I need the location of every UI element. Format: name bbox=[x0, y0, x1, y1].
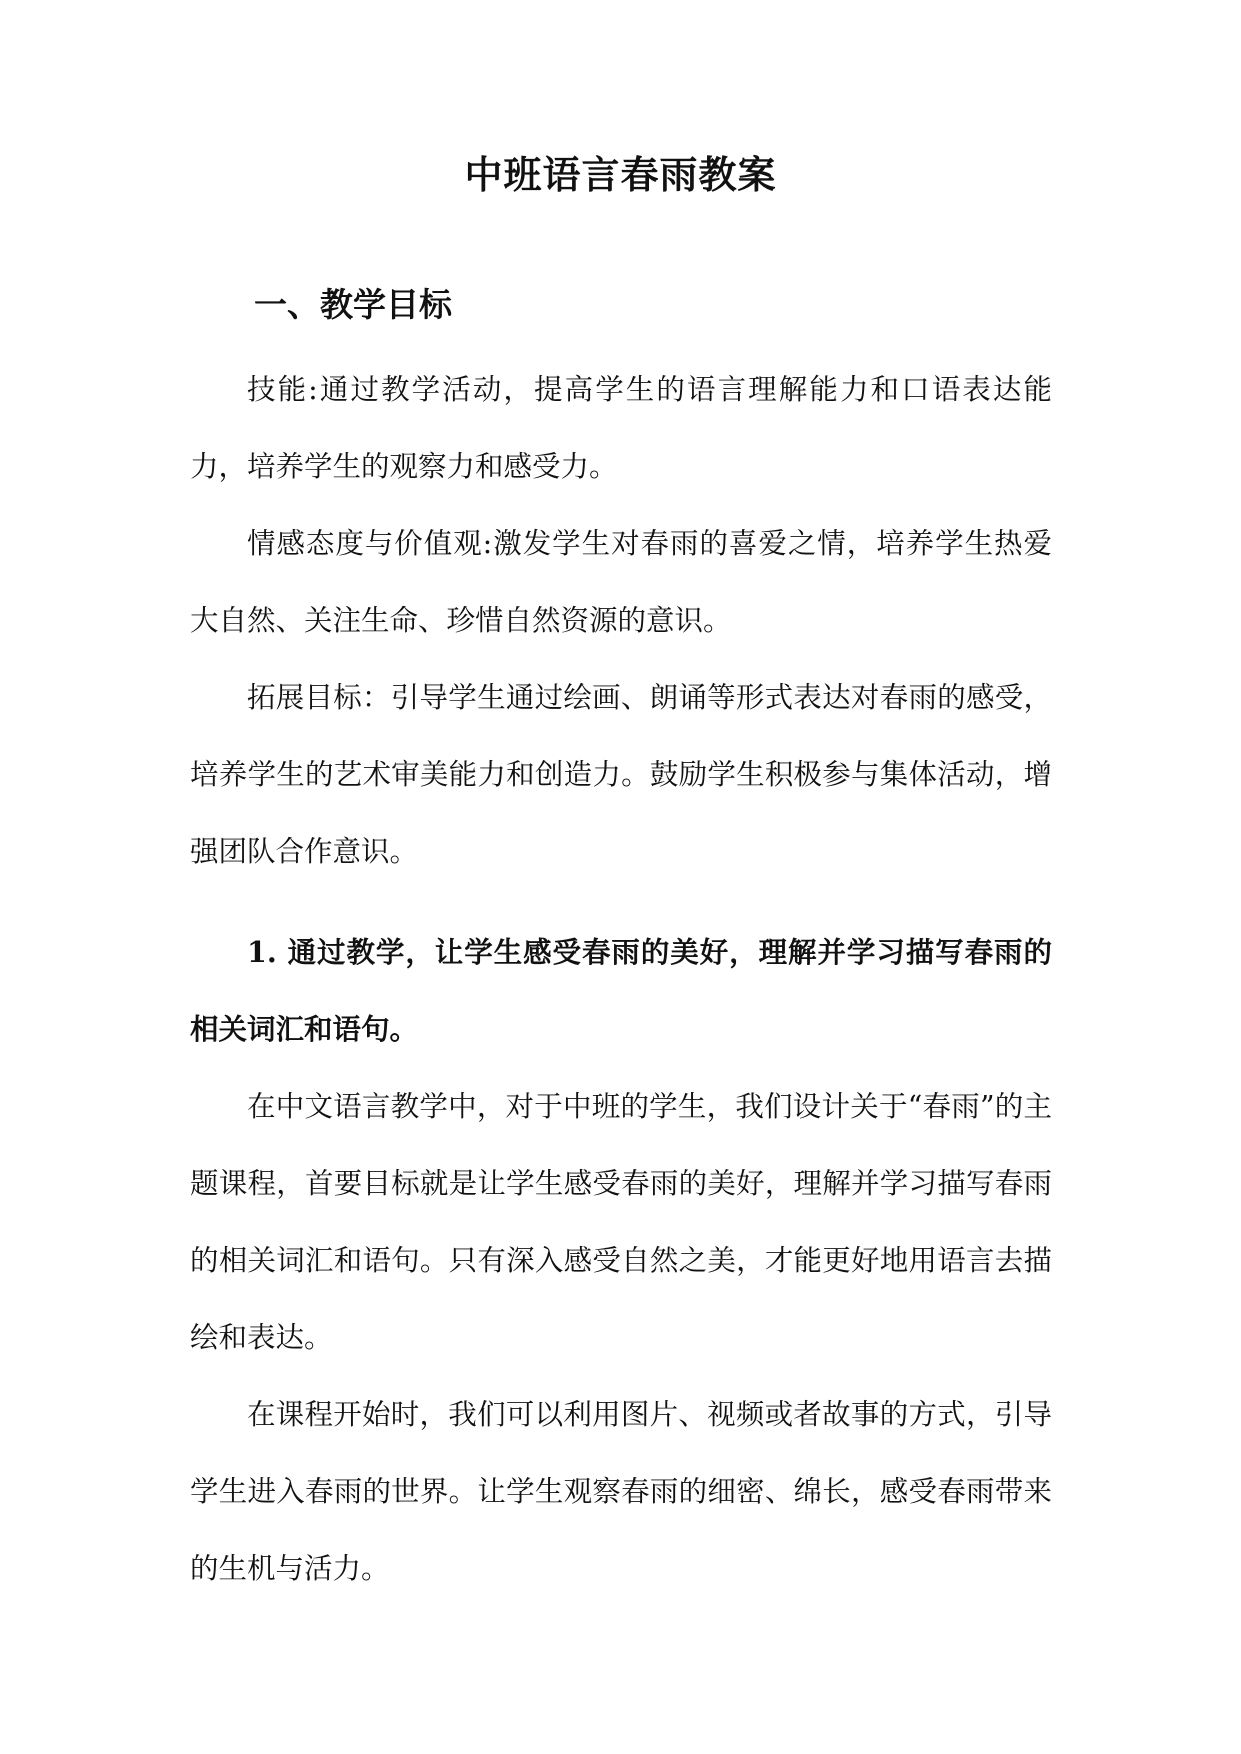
section-heading-teaching-goals: 一、教学目标 bbox=[254, 285, 452, 324]
paragraph-extension-goals: 拓展目标：引导学生通过绘画、朗诵等形式表达对春雨的感受，培养学生的艺术审美能力和创造力。鼓励学生积极参与集体活动，增强团队合作意识。 bbox=[190, 681, 1052, 868]
paragraph-skills: 技能:通过教学活动，提高学生的语言理解能力和口语表达能力，培养学生的观察力和感受力。 bbox=[190, 373, 1052, 483]
document-title: 中班语言春雨教案 bbox=[464, 152, 777, 197]
numbered-goal-1: 1. 通过教学，让学生感受春雨的美好，理解并学习描写春雨的相关词汇和语句。 bbox=[190, 935, 1052, 1046]
paragraph-course-start: 在课程开始时，我们可以利用图片、视频或者故事的方式，引导学生进入春雨的世界。让学生观察春雨的细密、绵长，感受春雨带来的生机与活力。 bbox=[190, 1398, 1052, 1585]
paragraph-course-intro: 在中文语言教学中，对于中班的学生，我们设计关于“春雨”的主题课程，首要目标就是让学生感受春雨的美好，理解并学习描写春雨的相关词汇和语句。只有深入感受自然之美，才能更好地用语言去描绘和表达。 bbox=[190, 1090, 1052, 1354]
paragraph-emotion-values: 情感态度与价值观:激发学生对春雨的喜爱之情，培养学生热爱大自然、关注生命、珍惜自然资源的意识。 bbox=[190, 527, 1052, 637]
